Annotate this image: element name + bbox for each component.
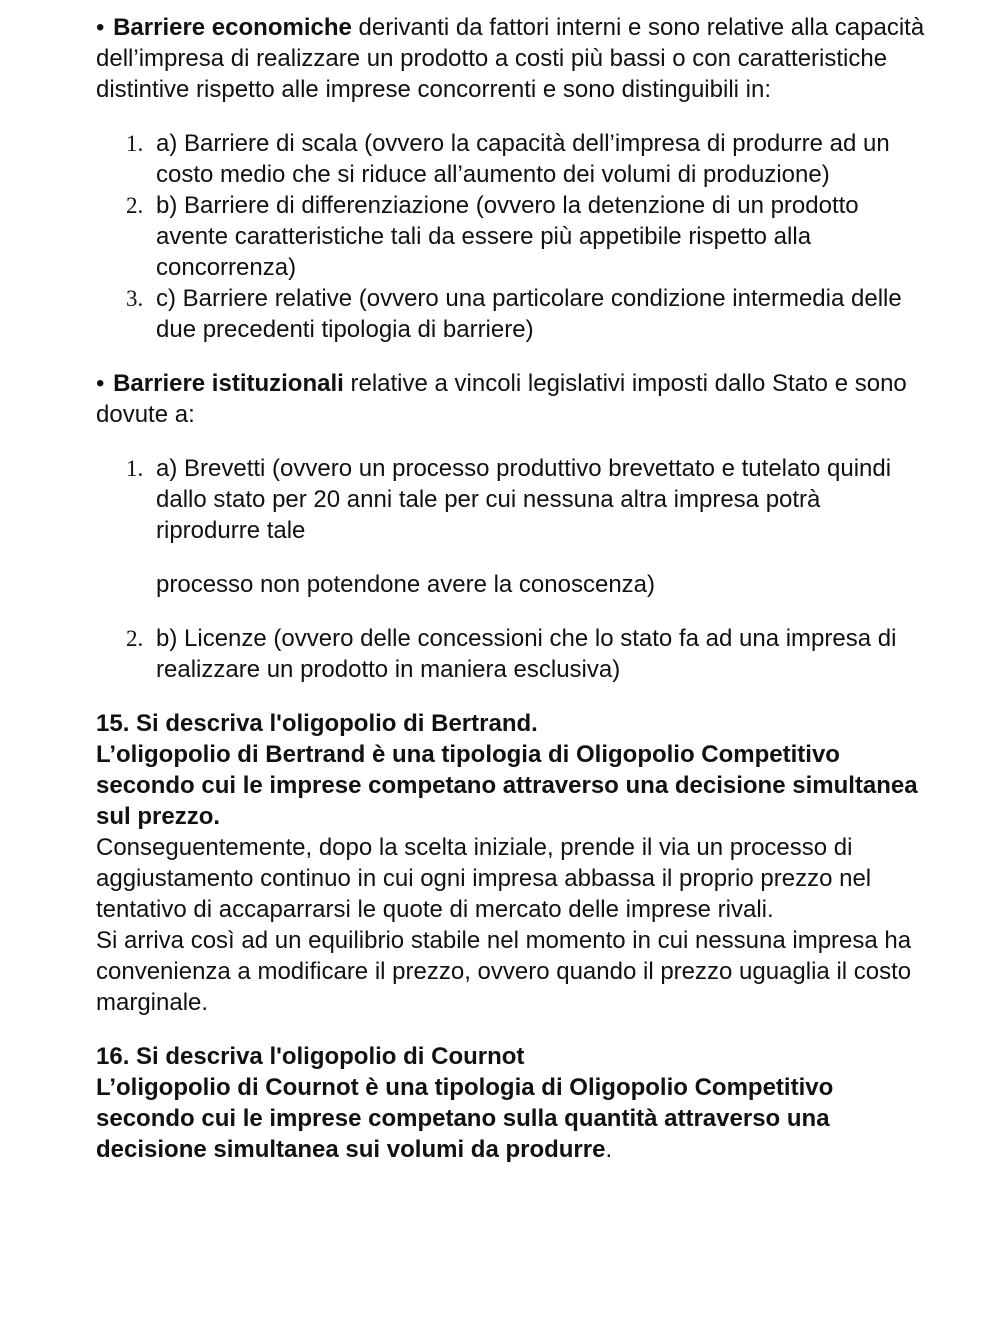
list-item — [96, 128, 926, 190]
list-number: 3. — [126, 286, 144, 311]
list-number: 1. — [126, 131, 144, 156]
institutional-barriers-list — [96, 453, 926, 546]
economic-barriers-heading: Barriere economiche — [113, 14, 352, 41]
list-number: 2. — [126, 626, 144, 651]
list-item-text: c) Barriere relative (ovvero una particolare condizione intermedia delle due precedenti tipologia di barriere) — [156, 285, 902, 343]
list-item — [96, 453, 926, 546]
list-number: 2. — [126, 193, 144, 218]
list-number: 1. — [126, 456, 144, 481]
list-item-text: a) Brevetti (ovvero un processo produttivo brevettato e tutelato quindi dallo stato per 20 anni tale per cui nessuna altra impresa potrà riprodurre tale — [156, 455, 892, 544]
list-item — [96, 190, 926, 283]
list-item — [96, 623, 926, 685]
question-16-block — [96, 1041, 926, 1165]
list-item-text: b) Barriere di differenziazione (ovvero la detenzione di un prodotto avente caratteristiche tali da essere più appetibile rispetto alla concorrenza) — [156, 192, 859, 281]
institutional-barriers-heading: Barriere istituzionali — [113, 370, 344, 397]
list-item — [96, 283, 926, 345]
question-16-trailing-period: . — [605, 1136, 613, 1163]
question-15-paragraph-1: Conseguentemente, dopo la scelta iniziale, prende il via un processo di aggiustamento continuo in cui ogni impresa abbassa il proprio prezzo nel tentativo di accaparrarsi le quote di mercato delle imprese rivali. — [96, 834, 872, 923]
question-15-paragraph-2: Si arriva così ad un equilibrio stabile nel momento in cui nessuna impresa ha convenienza a modificare il prezzo, ovvero quando il prezzo uguaglia il costo marginale. — [96, 927, 912, 1016]
bullet-marker: • — [96, 370, 105, 397]
institutional-barriers-list-continued — [96, 623, 926, 685]
question-15-block — [96, 708, 926, 1018]
list-item-continuation: processo non potendone avere la conoscenza) — [156, 571, 656, 598]
institutional-barriers-text: relative a vincoli legislativi imposti dallo Stato e sono dovute a: — [96, 370, 907, 428]
question-15-bold-answer: L’oligopolio di Bertrand è una tipologia di Oligopolio Competitivo secondo cui le imprese competano attraverso una decisione simultanea sul prezzo. — [96, 741, 918, 830]
question-16-title: 16. Si descriva l'oligopolio di Cournot — [96, 1043, 525, 1070]
economic-barriers-list — [96, 128, 926, 345]
economic-barriers-paragraph — [96, 12, 926, 105]
question-16-bold-answer: L’oligopolio di Cournot è una tipologia di Oligopolio Competitivo secondo cui le imprese competano sulla quantità attraverso una decisione simultanea sui volumi da produrre — [96, 1074, 834, 1163]
question-15-title: 15. Si descriva l'oligopolio di Bertrand. — [96, 710, 538, 737]
question-16-answer — [96, 1072, 926, 1165]
list-item-text: b) Licenze (ovvero delle concessioni che lo stato fa ad una impresa di realizzare un prodotto in maniera esclusiva) — [156, 625, 897, 683]
list-item-text: a) Barriere di scala (ovvero la capacità dell’impresa di produrre ad un costo medio che si riduce all’aumento dei volumi di produzione) — [156, 130, 890, 188]
document-page — [96, 12, 926, 1165]
institutional-barriers-paragraph — [96, 368, 926, 430]
economic-barriers-text: derivanti da fattori interni e sono relative alla capacità dell’impresa di realizzare un prodotto a costi più bassi o con caratteristiche distintive rispetto alle imprese concorrenti e sono distinguibili in: — [96, 14, 925, 103]
bullet-marker: • — [96, 14, 105, 41]
